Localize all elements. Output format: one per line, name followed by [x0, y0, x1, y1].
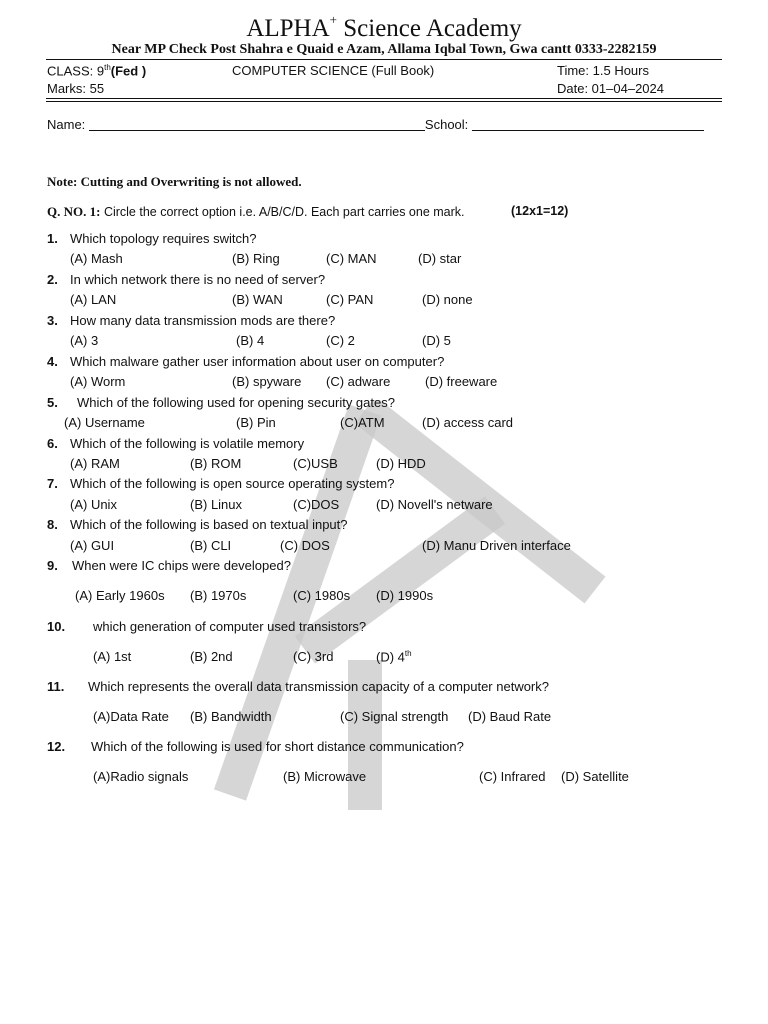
question-text: Which of the following is used for short distance communication? [91, 739, 464, 754]
section-heading: Q. NO. 1: Circle the correct option i.e. A/B/C/D. Each part carries one mark. [47, 204, 465, 219]
question-number: 9. [47, 558, 58, 573]
answer-option-d[interactable]: (D) Baud Rate [468, 709, 552, 724]
answer-option-c[interactable]: (C) 1980s [293, 588, 351, 603]
answer-option-d[interactable]: (D) star [418, 251, 462, 266]
answer-option-c[interactable]: (C)ATM [340, 415, 385, 430]
answer-option-d[interactable]: (D) Satellite [561, 769, 629, 784]
question-number: 1. [47, 231, 58, 246]
answer-option-b[interactable]: (B) 1970s [190, 588, 247, 603]
answer-option-c[interactable]: (C) PAN [326, 292, 374, 307]
section-marks: (12x1=12) [511, 204, 569, 218]
answer-option-a[interactable]: (A)Data Rate [93, 709, 169, 724]
answer-option-a[interactable]: (A) Username [64, 415, 145, 430]
question-number: 11. [47, 679, 65, 694]
answer-option-d[interactable]: (D) 5 [422, 333, 451, 348]
answer-option-b[interactable]: (B) CLI [190, 538, 232, 553]
answer-option-b[interactable]: (B) Ring [232, 251, 280, 266]
answer-option-b[interactable]: (B) Pin [236, 415, 276, 430]
answer-option-b[interactable]: (B) WAN [232, 292, 283, 307]
answer-option-a[interactable]: (A) RAM [70, 456, 120, 471]
answer-option-a[interactable]: (A) Mash [70, 251, 123, 266]
school-blank [472, 118, 704, 131]
answer-option-d[interactable]: (D) Novell's netware [376, 497, 493, 512]
answer-option-a[interactable]: (A) 3 [70, 333, 99, 348]
answer-option-c[interactable]: (C) Signal strength [340, 709, 449, 724]
answer-option-b[interactable]: (B) Microwave [283, 769, 367, 784]
question-text: Which of the following is based on textual input? [70, 517, 348, 532]
question-number: 3. [47, 313, 58, 328]
question-text: which generation of computer used transistors? [93, 619, 367, 634]
address-line: Near MP Check Post Shahra e Quaid e Azam, Allama Iqbal Town, Gwa cantt 0333-2282159 [111, 42, 657, 57]
question-number: 6. [47, 436, 58, 451]
page-title: ALPHA+ Science Academy [246, 12, 522, 42]
answer-option-d[interactable]: (D) 4th [376, 649, 412, 665]
answer-option-c[interactable]: (C) MAN [326, 251, 377, 266]
answer-option-c[interactable]: (C) Infrared [479, 769, 546, 784]
answer-option-b[interactable]: (B) ROM [190, 456, 242, 471]
answer-option-b[interactable]: (B) spyware [232, 374, 302, 389]
meta-divider-top [46, 98, 722, 99]
answer-option-d[interactable]: (D) HDD [376, 456, 426, 471]
name-blank [89, 118, 425, 131]
question-number: 10. [47, 619, 66, 634]
answer-option-b[interactable]: (B) Linux [190, 497, 243, 512]
answer-option-a[interactable]: (A)Radio signals [93, 769, 189, 784]
question-text: How many data transmission mods are there? [70, 313, 336, 328]
marks-info: Marks: 55 [47, 81, 105, 96]
subject-info: COMPUTER SCIENCE (Full Book) [232, 63, 435, 78]
answer-option-b[interactable]: (B) 2nd [190, 649, 233, 664]
question-text: Which of the following is volatile memory [70, 436, 305, 451]
question-number: 4. [47, 354, 58, 369]
answer-option-d[interactable]: (D) access card [422, 415, 514, 430]
answer-option-a[interactable]: (A) LAN [70, 292, 117, 307]
name-field: Name: School: [47, 117, 704, 132]
class-info: CLASS: 9th(Fed ) [47, 63, 147, 79]
answer-option-a[interactable]: (A) Early 1960s [75, 588, 165, 603]
question-text: Which malware gather user information about user on computer? [70, 354, 445, 369]
answer-option-a[interactable]: (A) Worm [70, 374, 126, 389]
question-number: 12. [47, 739, 66, 754]
question-text: Which of the following is open source operating system? [70, 476, 395, 491]
answer-option-a[interactable]: (A) Unix [70, 497, 117, 512]
note-text: Note: Cutting and Overwriting is not allowed. [47, 174, 302, 189]
time-info: Time: 1.5 Hours [557, 63, 649, 78]
question-number: 8. [47, 517, 58, 532]
answer-option-b[interactable]: (B) 4 [236, 333, 265, 348]
answer-option-c[interactable]: (C) 2 [326, 333, 355, 348]
question-text: Which topology requires switch? [70, 231, 257, 246]
question-text: Which of the following used for opening security gates? [77, 395, 395, 410]
answer-option-c[interactable]: (C) adware [326, 374, 391, 389]
question-text: In which network there is no need of server? [70, 272, 326, 287]
header-divider [46, 59, 722, 60]
answer-option-a[interactable]: (A) GUI [70, 538, 115, 553]
question-number: 5. [47, 395, 58, 410]
answer-option-d[interactable]: (D) none [422, 292, 473, 307]
question-number: 2. [47, 272, 58, 287]
question-text: Which represents the overall data transmission capacity of a computer network? [88, 679, 549, 694]
answer-option-d[interactable]: (D) freeware [425, 374, 498, 389]
meta-divider-bottom [46, 101, 722, 102]
answer-option-b[interactable]: (B) Bandwidth [190, 709, 272, 724]
answer-option-d[interactable]: (D) 1990s [376, 588, 434, 603]
answer-option-a[interactable]: (A) 1st [93, 649, 132, 664]
answer-option-c[interactable]: (C) 3rd [293, 649, 334, 664]
answer-option-c[interactable]: (C)DOS [293, 497, 340, 512]
question-number: 7. [47, 476, 58, 491]
answer-option-d[interactable]: (D) Manu Driven interface [422, 538, 571, 553]
answer-option-c[interactable]: (C) DOS [280, 538, 330, 553]
date-info: Date: 01–04–2024 [557, 81, 664, 96]
answer-option-c[interactable]: (C)USB [293, 456, 338, 471]
question-text: When were IC chips were developed? [72, 558, 291, 573]
